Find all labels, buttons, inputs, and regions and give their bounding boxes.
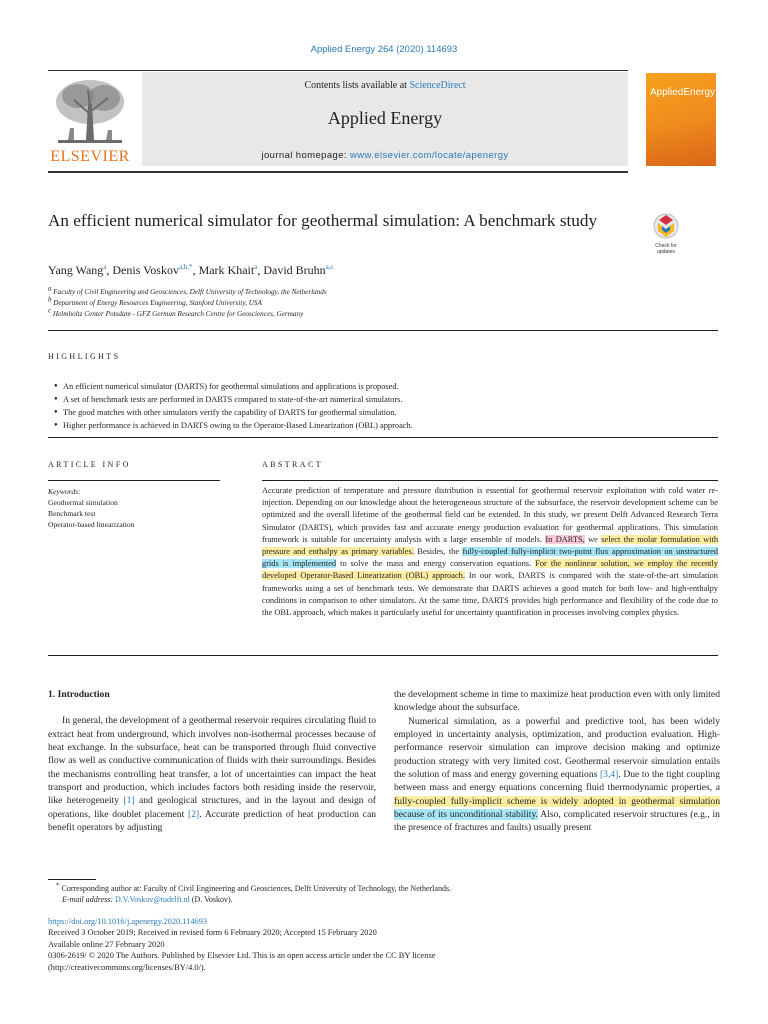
intro-paragraph: [394, 715, 720, 835]
email-line: [48, 894, 451, 905]
highlights-heading: HIGHLIGHTS: [48, 352, 121, 361]
doi-link[interactable]: https://doi.org/10.1016/j.apenergy.2020.114693: [48, 917, 208, 926]
affiliation-text: Department of Energy Resources Engineering, Stanford University, USA: [53, 299, 262, 307]
abstract-text: In our work, DARTS is compared with the state-of-the-art simulation frameworks using a set of benchmark tests. We demonstrate that DARTS achieves a good match for both low- and high-enthalpy conditions in comparison to other simulators. At the same time, DARTS provides high performance and flexibility of the code due to the OBL approach, which makes it particularly useful for uncertainty quantification in processes involving complex physics.: [262, 571, 718, 618]
intro-paragraph: [48, 714, 376, 834]
journal-reference[interactable]: Applied Energy 264 (2020) 114693: [310, 44, 458, 55]
author-affiliation-mark[interactable]: a,b,*: [178, 263, 193, 271]
keyword: Benchmark test: [48, 509, 96, 518]
highlight-item: ● A set of benchmark tests are performed in DARTS compared to state-of-the-art numerical simulators.: [54, 393, 714, 406]
email-suffix: (D. Voskov).: [189, 895, 233, 905]
journal-cover-image: [646, 73, 716, 166]
contents-line: [142, 80, 628, 91]
affiliation-mark: a: [48, 284, 52, 293]
author-list: [48, 263, 334, 278]
svg-text:Check for: Check for: [655, 243, 677, 249]
affiliation-a: [48, 284, 327, 296]
pink-highlight: In DARTS,: [545, 534, 585, 544]
keyword: Geothermal simulation: [48, 498, 118, 507]
intro-text: In general, the development of a geothermal reservoir requires circulating fluid to extract heat from underground, which involves non-isothermal processes because of heat exchange. In the subsurface, heat can be transported through fluid convective flow as well as conductive communication of fluids with their surroundings. Besides the mechanisms controlling heat transfer, a lot of uncertainties can impact the heat transport and production, which includes factors both residing inside the reservoir, like heterogeneity: [48, 715, 376, 807]
intro-text: . Accurate prediction of heat production can benefit operators by adjusting: [48, 808, 376, 834]
yellow-highlight: fully-coupled fully-implicit scheme is widely adopted in geothermal simulation: [394, 795, 720, 807]
author-affiliation-mark[interactable]: a: [103, 263, 107, 271]
article-metadata: [48, 916, 608, 973]
intro-left-column: [48, 688, 376, 834]
contents-prefix: Contents lists available at: [304, 80, 410, 91]
cyan-highlight: because of its unconditional stability.: [394, 809, 539, 821]
abstract-rule: [262, 480, 718, 481]
section-rule: [48, 655, 718, 656]
masthead-top-rule: [48, 70, 628, 71]
highlights-list: [54, 380, 714, 432]
affiliation-text: Helmholtz Center Potsdam - GFZ German Research Centre for Geosciences, Germany: [52, 310, 304, 318]
yellow-highlight: For the nonlinear solution, we employ the recently developed Operator-Based Linearization (OBL) approach.: [262, 559, 718, 581]
section-rule: [48, 437, 718, 438]
article-info-rule: [48, 480, 220, 481]
footnote-text: Corresponding author at: Faculty of Civil Engineering and Geosciences, Delft University of Technology, the Netherlands.: [61, 884, 452, 893]
author-affiliation-mark[interactable]: a: [254, 263, 258, 271]
keywords-label: Keywords:: [48, 487, 81, 496]
abstract-text: Besides, the: [413, 547, 463, 557]
masthead-bottom-rule: [48, 171, 628, 173]
received-dates: Received 3 October 2019; Received in revised form 6 February 2020; Accepted 15 February 2020: [48, 928, 377, 938]
homepage-link[interactable]: www.elsevier.com/locate/apenergy: [350, 150, 509, 161]
keyword: Operator-based linearization: [48, 520, 135, 529]
intro-text: . Due to the tight coupling between mass and energy equations concerning fluid thermodynamic properties, a: [394, 769, 720, 794]
author-name[interactable]: David Bruhn: [263, 263, 326, 277]
affiliation-mark: c: [48, 306, 52, 315]
author-separator: ,: [106, 263, 113, 277]
cyan-highlight: fully-coupled fully-implicit two-point flux approximation on unstructured grids is implemented: [262, 547, 718, 569]
journal-masthead: [142, 72, 628, 166]
author-separator: ,: [192, 263, 199, 277]
introduction-heading: 1. Introduction: [48, 689, 110, 700]
abstract-text: to solve the mass and energy conservation equations.: [336, 559, 536, 569]
affiliation-mark: b: [48, 295, 52, 304]
license-url: (http://creativecommons.org/licenses/BY/4.0/).: [48, 962, 206, 972]
author-name[interactable]: Mark Khait: [198, 263, 255, 277]
intro-text: Also, complicated reservoir structures (e.g., in the presence of fractures and faults) usually present: [394, 809, 720, 834]
cover-title: AppliedEnergy: [650, 87, 716, 98]
homepage-prefix: journal homepage:: [261, 150, 350, 161]
author-name[interactable]: Denis Voskov: [112, 263, 179, 277]
corresponding-author-footnote: [48, 883, 451, 906]
intro-right-column: [394, 688, 720, 835]
article-title: An efficient numerical simulator for geothermal simulation: A benchmark study: [48, 211, 598, 230]
abstract-heading: ABSTRACT: [262, 460, 323, 469]
author-separator: ,: [257, 263, 264, 277]
intro-text: and geological structures, and in the layout and design of operations, like doublet placement: [48, 795, 376, 820]
elsevier-wordmark: ELSEVIER: [50, 148, 130, 165]
affiliation-c: [48, 306, 304, 318]
cover-graphic: [646, 123, 716, 166]
intro-paragraph: the development scheme in time to maximize heat production even with only limited knowledge about the subsurface.: [394, 689, 720, 714]
citation-link[interactable]: [1]: [123, 795, 135, 807]
author-name[interactable]: Yang Wang: [48, 263, 104, 277]
section-rule: [48, 330, 718, 331]
affiliation-b: [48, 295, 262, 307]
footnote-line: [48, 883, 451, 894]
abstract-body: [262, 485, 718, 619]
highlight-item: ● An efficient numerical simulator (DARTS) for geothermal simulations and applications is proposed.: [54, 380, 714, 393]
svg-text:updates: updates: [657, 249, 675, 255]
highlight-item: ● The good matches with other simulators verify the capability of DARTS for geothermal simulation.: [54, 406, 714, 419]
homepage-line: [142, 150, 628, 161]
available-online: Available online 27 February 2020: [48, 939, 165, 949]
license-text: 0306-2619/ © 2020 The Authors. Published by Elsevier Ltd. This is an open access article under the CC BY license: [48, 951, 436, 961]
author-affiliation-mark[interactable]: a,c: [325, 263, 334, 271]
yellow-highlight: select the molar formulation with pressure and enthalpy as primary variables.: [262, 534, 719, 557]
highlight-item: ● Higher performance is achieved in DARTS owing to the Operator-Based Linearization (OBL) approach.: [54, 419, 714, 432]
footnote-mark: *: [56, 881, 60, 890]
citation-link[interactable]: [2]: [188, 808, 200, 820]
journal-title: Applied Energy: [327, 108, 443, 128]
abstract-text: Accurate prediction of temperature and pressure distribution is essential for geothermal reservoir exploitation with cold water re-injection. Depending on our knowledge about the heterogeneous structure of the subsurface, the reservoir development scheme can be optimized and the overall lifetime of the geothermal field can be extended. In this study, we present Delft Advanced Research Terra Simulator (DARTS), which provides fast and accurate energy production evaluation for geothermal applications. This simulation framework is suitable for uncertainty analysis with a large ensemble of models.: [262, 486, 718, 544]
intro-text: Numerical simulation, as a powerful and predictive tool, has been widely employed in uncertainty analysis, optimization, and production evaluation. High-performance reservoir simulation can improve decision making and optimize production strategy with very limited cost. Geothermal reservoir simulation entails the solution of mass and energy governing equations: [394, 715, 720, 781]
sciencedirect-link[interactable]: ScienceDirect: [409, 80, 466, 91]
email-label: E-mail address:: [62, 895, 114, 905]
check-for-updates-icon[interactable]: [646, 211, 686, 257]
article-info-heading: ARTICLE INFO: [48, 460, 131, 469]
affiliation-text: Faculty of Civil Engineering and Geosciences, Delft University of Technology, the Netherlands: [53, 288, 327, 296]
footnote-rule: [48, 879, 96, 880]
email-link[interactable]: D.V.Voskov@tudelft.nl: [115, 895, 190, 905]
abstract-text: we: [584, 534, 602, 544]
citation-link[interactable]: [3,4]: [599, 769, 619, 781]
